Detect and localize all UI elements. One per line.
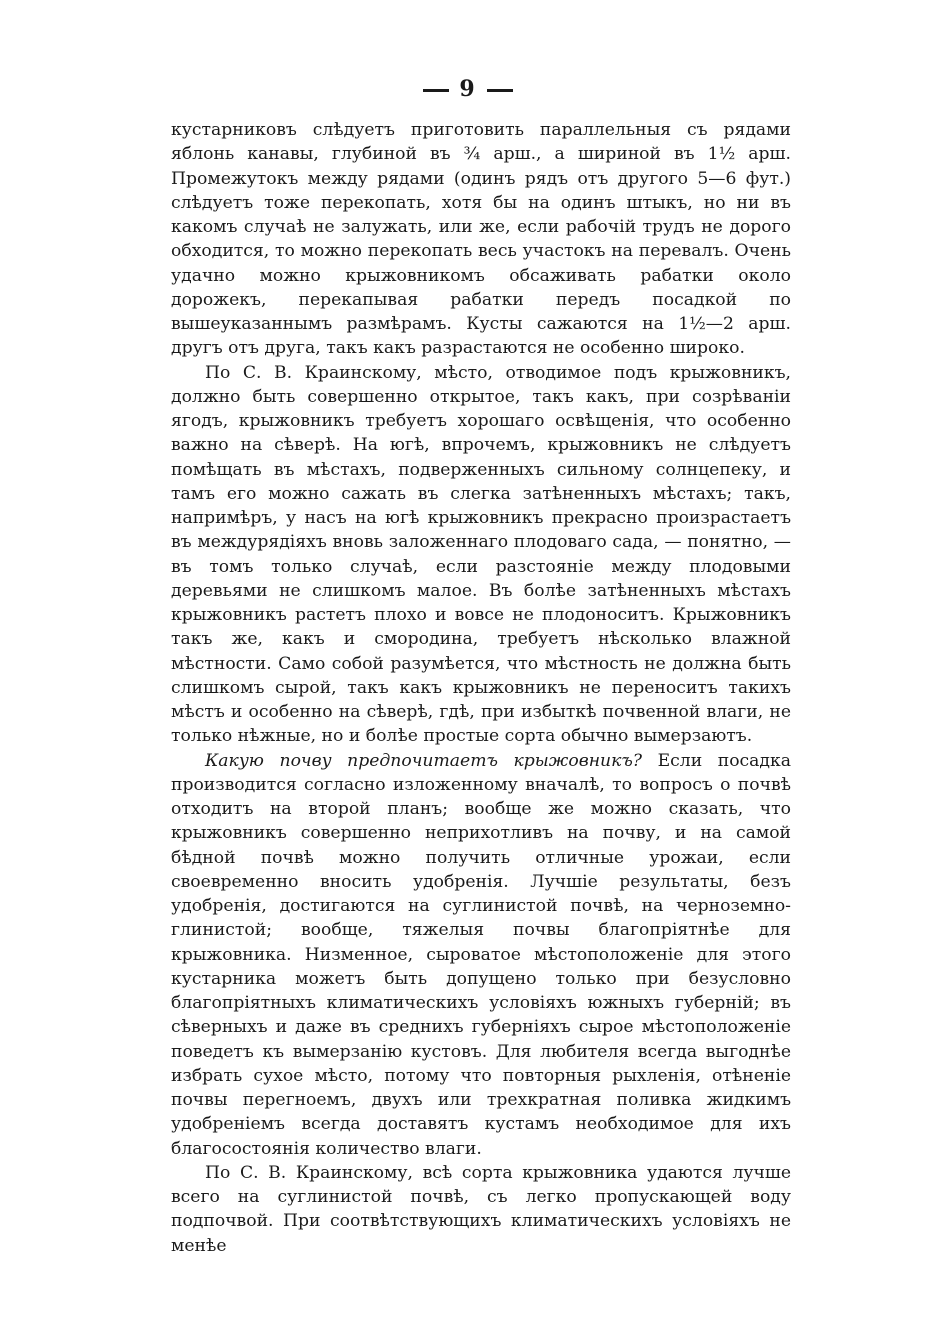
header-dash-left: [423, 89, 449, 92]
paragraph-4-text: По С. В. Краинскому, всѣ сорта крыжовника удаются лучше всего на суглинистой почвѣ, съ легко пропускающей воду подпочвой. При соотвѣтствующихъ климатическихъ условіяхъ не менѣе: [171, 1162, 791, 1256]
paragraph-3-italic-question: Какую почву предпочитаетъ крыжовникъ?: [205, 750, 643, 771]
paragraph-3: [171, 749, 791, 1161]
paragraph-4: [171, 1161, 791, 1258]
header-dash-right: [487, 89, 513, 92]
body-text: [171, 118, 791, 1258]
paragraph-1: [171, 118, 791, 361]
paragraph-2: [171, 361, 791, 749]
page-number: 9: [459, 76, 477, 102]
page-header: [0, 76, 936, 102]
paragraph-2-text: По С. В. Краинскому, мѣсто, отводимое подъ крыжовникъ, должно быть совершенно открытое, такъ какъ, при созрѣваніи ягодъ, крыжовникъ требуетъ хорошаго освѣщенія, что особенно важно на сѣверѣ. На югѣ, впрочемъ, крыжовникъ не слѣдуетъ помѣщать въ мѣстахъ, подверженныхъ сильному солнцепеку, и тамъ его можно сажать въ слегка затѣненныхъ мѣстахъ; такъ, напримѣръ, у насъ на югѣ крыжовникъ прекрасно произрастаетъ въ междурядіяхъ вновь заложеннаго плодоваго сада, — понятно, — въ томъ только случаѣ, если разстояніе между плодовыми деревьями не слишкомъ малое. Въ болѣе затѣненныхъ мѣстахъ крыжовникъ растетъ плохо и вовсе не плодоноситъ. Крыжовникъ такъ же, какъ и смородина, требуетъ нѣсколько влажной мѣстности. Само собой разумѣется, что мѣстность не должна быть слишкомъ сырой, такъ какъ крыжовникъ не переноситъ такихъ мѣстъ и особенно на сѣверѣ, гдѣ, при избыткѣ почвенной влаги, не только нѣжные, но и болѣе простые сорта обычно вымерзаютъ.: [171, 362, 791, 747]
paragraph-3-text: Если посадка производится согласно изложенному вначалѣ, то вопросъ о почвѣ отходитъ на второй планъ; вообще же можно сказать, что крыжовникъ совершенно неприхотливъ на почву, и на самой бѣдной почвѣ можно получить отличные урожаи, если своевременно вносить удобренія. Лучшіе результаты, безъ удобренія, достигаются на суглинистой почвѣ, на черноземно-глинистой; вообще, тяжелыя почвы благопріятнѣе для крыжовника. Низменное, сыроватое мѣстоположеніе для этого кустарника можетъ быть допущено только при безусловно благопріятныхъ климатическихъ условіяхъ южныхъ губерній; въ сѣверныхъ и даже въ среднихъ губерніяхъ сырое мѣстоположеніе поведетъ къ вымерзанію кустовъ. Для любителя всегда выгоднѣе избрать сухое мѣсто, потому что повторныя рыхленія, отѣненіе почвы перегноемъ, двухъ или трехкратная поливка жидкимъ удобреніемъ всегда доставятъ кустамъ необходимое для ихъ благосостоянія количество влаги.: [171, 750, 791, 1159]
paragraph-1-text: кустарниковъ слѣдуетъ приготовить параллельныя съ рядами яблонь канавы, глубиной въ ¾ арш., а шириной въ 1½ арш. Промежутокъ между рядами (одинъ рядъ отъ другого 5—6 фут.) слѣдуетъ тоже перекопать, хотя бы на одинъ штыкъ, но ни въ какомъ случаѣ не залужать, или же, если рабочій трудъ не дорого обходится, то можно перекопать весь участокъ на перевалъ. Очень удачно можно крыжовникомъ обсаживать рабатки около дорожекъ, перекапывая рабатки передъ посадкой по вышеуказаннымъ размѣрамъ. Кусты сажаются на 1½—2 арш. другъ отъ друга, такъ какъ разрастаются не особенно широко.: [171, 120, 791, 359]
